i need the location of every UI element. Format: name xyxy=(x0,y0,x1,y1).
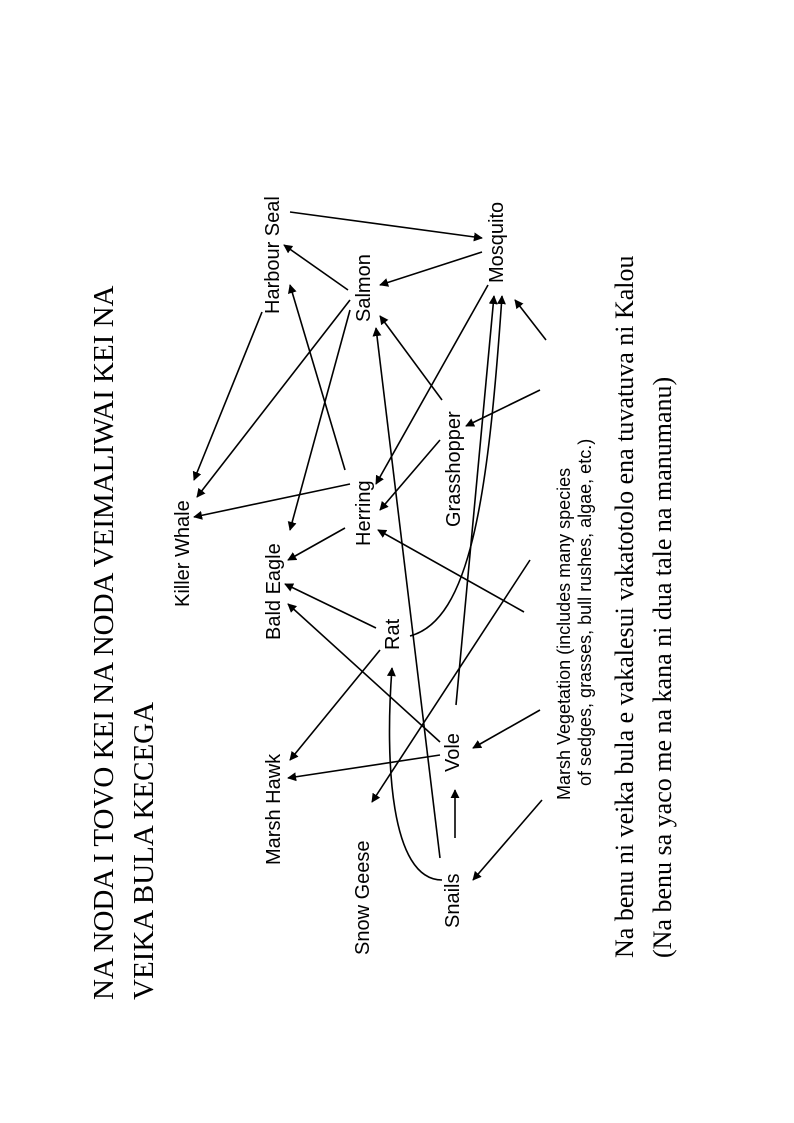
arrow-snails-to-rat xyxy=(389,668,442,880)
node-rat: Rat xyxy=(382,618,404,650)
arrow-rat-to-eagle xyxy=(285,584,376,628)
node-marsh-vegetation xyxy=(554,439,596,800)
arrow-salmon-to-whale xyxy=(197,300,350,497)
node-snails: Snails xyxy=(442,873,464,928)
node-mosquito: Mosquito xyxy=(486,201,508,283)
arrow-herring-to-whale xyxy=(194,484,350,517)
node-salmon: Salmon xyxy=(353,254,375,322)
caption-line2: (Na benu sa yaco me na kana ni dua tale na manumanu) xyxy=(648,376,677,958)
arrow-herring-to-seal xyxy=(290,285,345,470)
caption-line1: Na benu ni veika bula e vakalesui vakatotolo ena tuvatuva ni Kalou xyxy=(610,255,639,958)
node-marsh-hawk: Marsh Hawk xyxy=(263,753,285,865)
node-bald-eagle: Bald Eagle xyxy=(263,543,285,640)
arrow-seal-to-whale xyxy=(194,312,262,480)
marsh-vegetation-line2: of sedges, grasses, bull rushes, algae, etc.) xyxy=(575,438,595,786)
arrow-veg-to-mosquito xyxy=(515,300,546,340)
arrow-snails-to-salmon xyxy=(376,328,440,858)
page-title: NA NODA I TOVO KEI NA NODA VEIMALIWAI KEI NA xyxy=(88,285,120,1000)
node-snow-geese: Snow Geese xyxy=(352,840,374,955)
arrow-rat-to-hawk xyxy=(290,650,380,760)
arrow-mosquito-to-salmon xyxy=(380,252,482,285)
arrow-mosquito-to-herring xyxy=(376,285,488,484)
arrow-seal-to-mosquito xyxy=(290,212,482,238)
arrow-herring-to-eagle xyxy=(288,528,345,560)
page-title-line2: VEIKA BULA KECEGA xyxy=(128,701,160,1000)
arrow-salmon-to-eagle xyxy=(290,310,350,530)
node-killer-whale: Killer Whale xyxy=(172,500,194,607)
marsh-vegetation-line1: Marsh Vegetation (includes many species xyxy=(554,467,574,800)
arrow-vole-to-hawk xyxy=(288,755,440,778)
arrow-salmon-to-seal xyxy=(284,245,348,290)
node-grasshopper: Grasshopper xyxy=(443,411,465,527)
arrow-veg-to-snails xyxy=(473,800,542,880)
arrow-grasshopper-to-salmon xyxy=(380,316,442,400)
node-vole: Vole xyxy=(442,733,464,772)
node-harbour-seal: Harbour Seal xyxy=(262,196,284,314)
arrow-veg-to-grasshopper xyxy=(466,390,540,426)
node-herring: Herring xyxy=(353,480,375,546)
arrow-grasshopper-to-herring xyxy=(380,440,440,510)
arrow-veg-to-vole xyxy=(473,710,540,748)
